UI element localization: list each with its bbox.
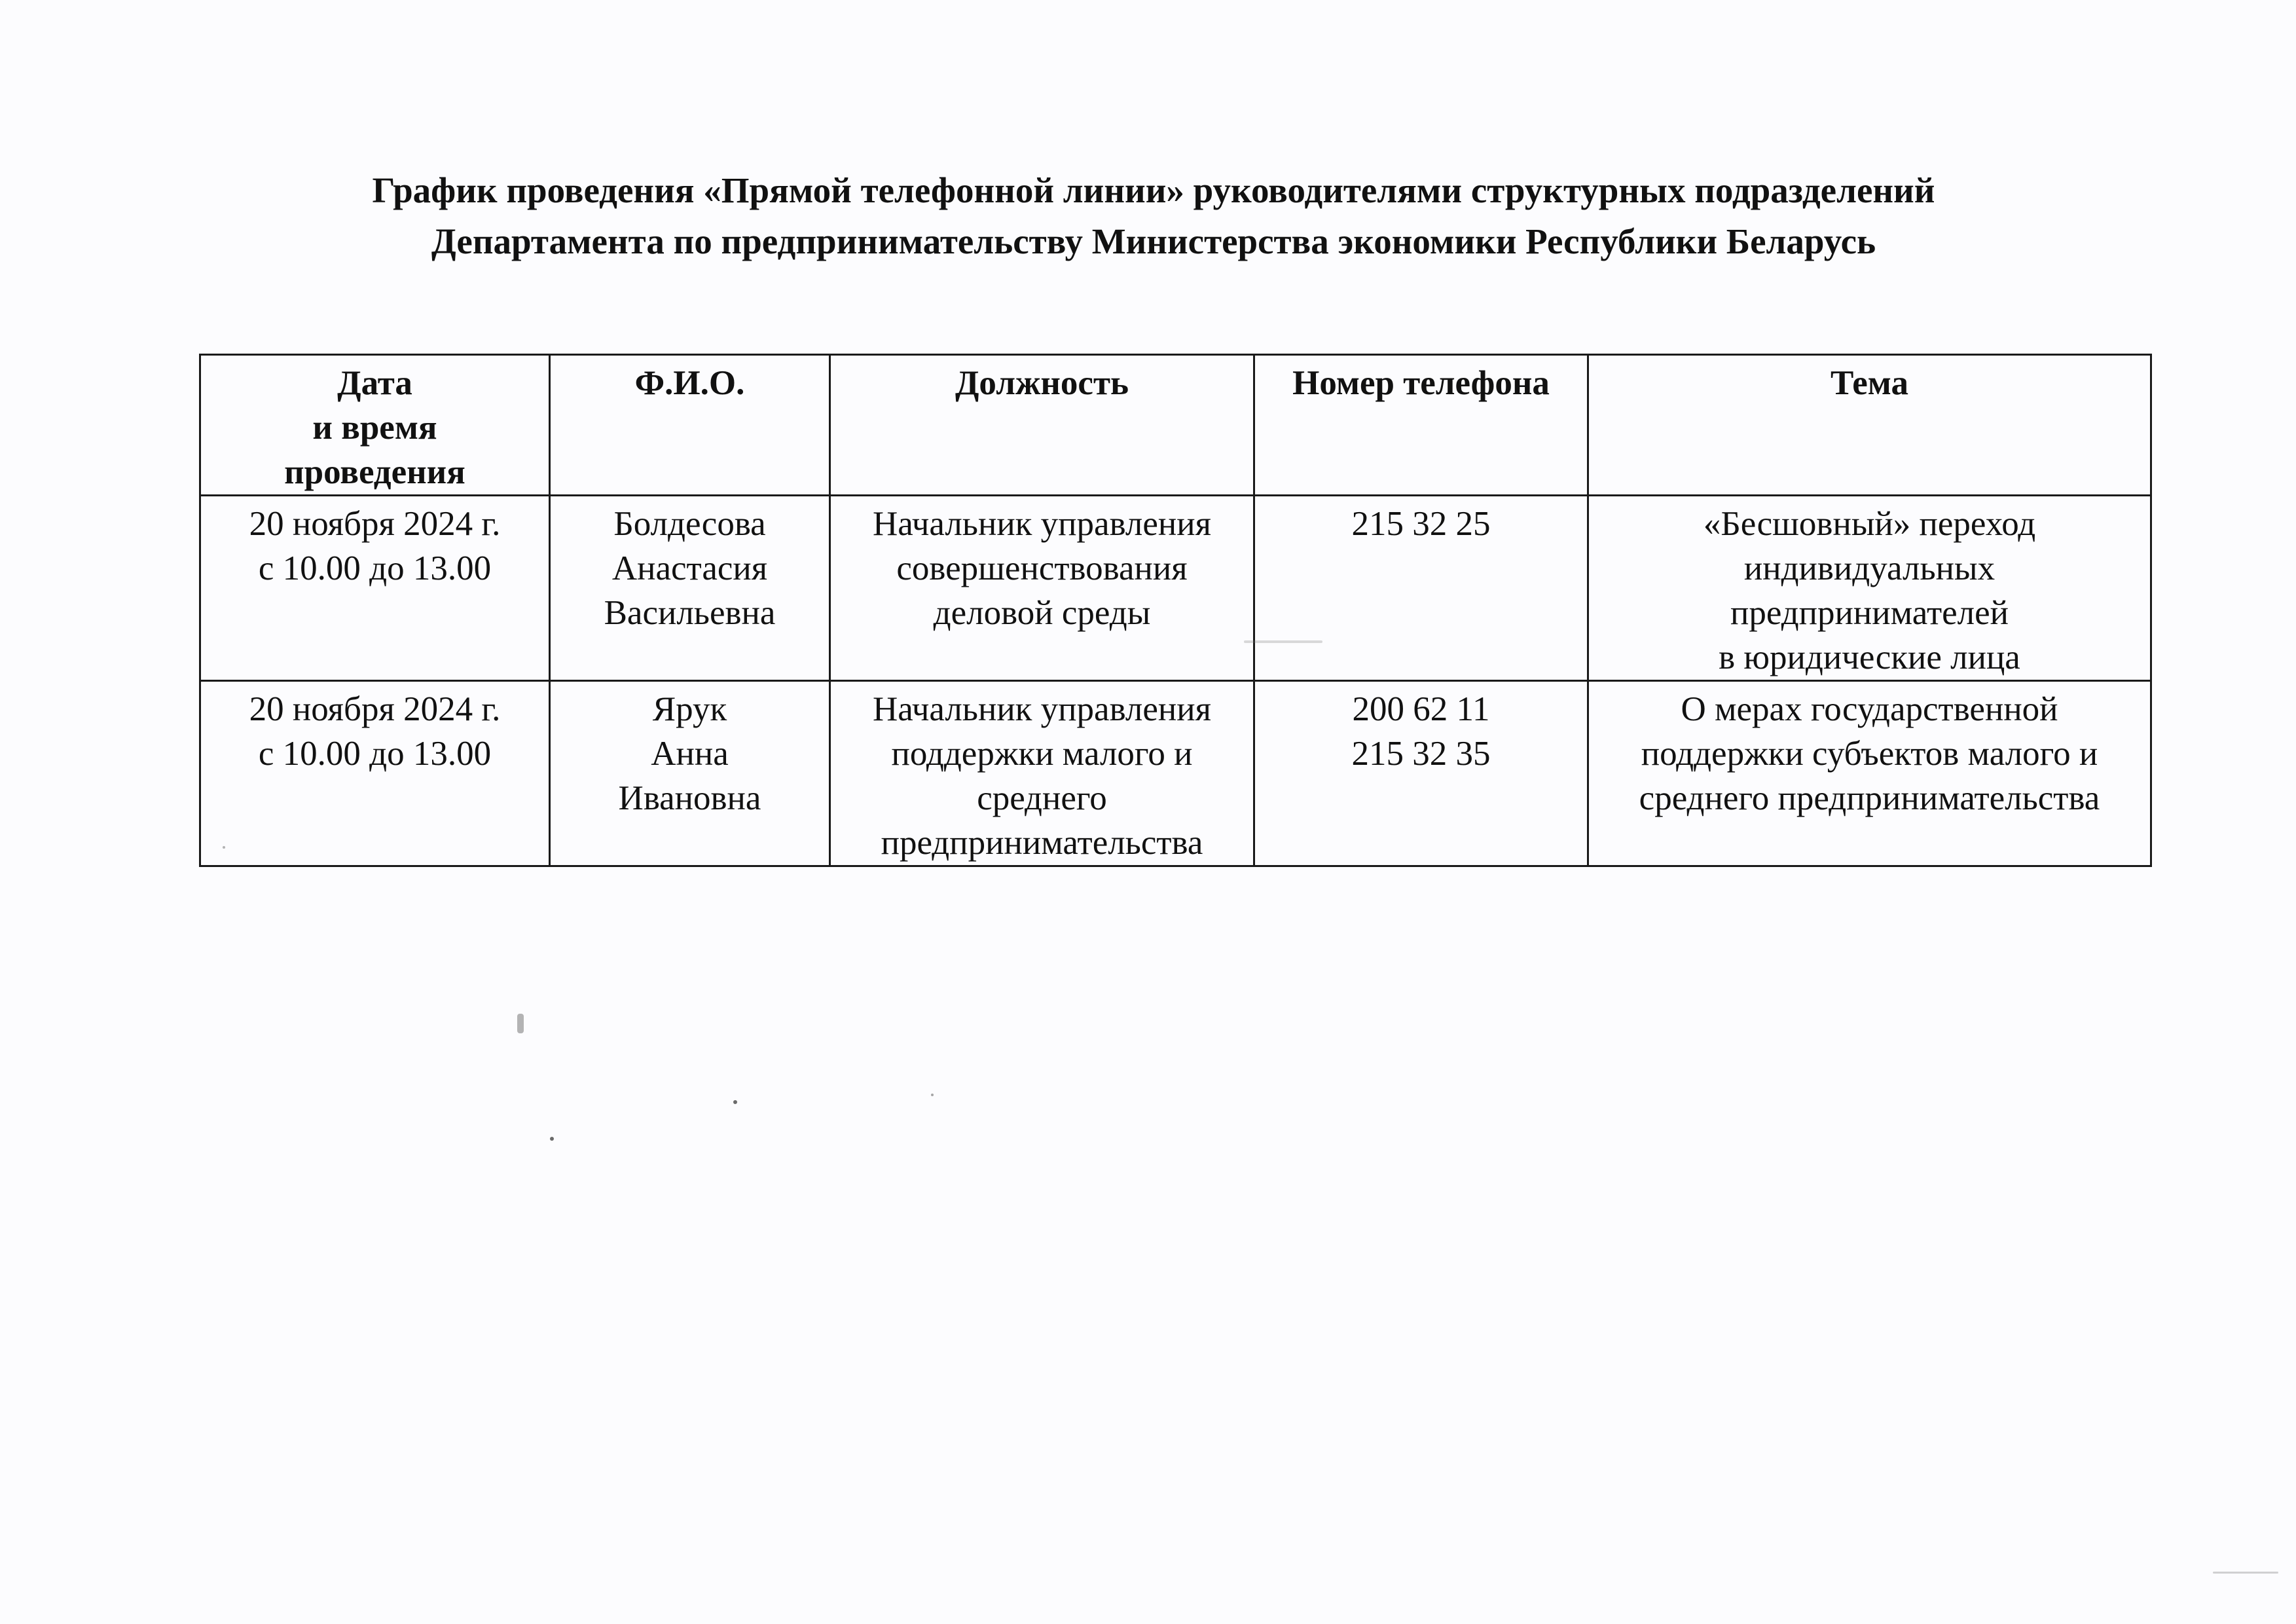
header-position: Должность: [830, 355, 1254, 496]
cell-date-time: 20 ноября 2024 г. с 10.00 до 13.00: [200, 681, 550, 866]
table-header-row: [200, 355, 2151, 496]
header-date-time: Дата и время проведения: [200, 355, 550, 496]
document-title: [196, 165, 2111, 267]
header-phone: Номер телефона: [1254, 355, 1588, 496]
cell-topic: О мерах государственной поддержки субъектов малого и среднего предпринимательства: [1588, 681, 2151, 866]
cell-full-name: Болдесова Анастасия Васильевна: [550, 496, 830, 681]
cell-date-time: 20 ноября 2024 г. с 10.00 до 13.00: [200, 496, 550, 681]
header-topic: Тема: [1588, 355, 2151, 496]
table-row: [200, 496, 2151, 681]
scan-speck: [733, 1100, 737, 1104]
table-row: [200, 681, 2151, 866]
title-line-1: График проведения «Прямой телефонной линии» руководителями структурных подразделений: [372, 170, 1935, 210]
header-full-name: Ф.И.О.: [550, 355, 830, 496]
scan-speck: [1244, 640, 1322, 643]
scan-speck: [550, 1137, 554, 1141]
schedule-table: [199, 354, 2152, 867]
scan-speck: [223, 846, 225, 849]
cell-position: Начальник управления совершенствования деловой среды: [830, 496, 1254, 681]
cell-full-name: Ярук Анна Ивановна: [550, 681, 830, 866]
scan-speck: [517, 1014, 524, 1033]
cell-phone: 200 62 11 215 32 35: [1254, 681, 1588, 866]
scan-speck: [2213, 1572, 2278, 1574]
title-line-2: Департамента по предпринимательству Министерства экономики Республики Беларусь: [431, 221, 1876, 261]
cell-phone: 215 32 25: [1254, 496, 1588, 681]
cell-position: Начальник управления поддержки малого и среднего предпринимательства: [830, 681, 1254, 866]
scan-speck: [931, 1094, 934, 1096]
cell-topic: «Бесшовный» переход индивидуальных предпринимателей в юридические лица: [1588, 496, 2151, 681]
